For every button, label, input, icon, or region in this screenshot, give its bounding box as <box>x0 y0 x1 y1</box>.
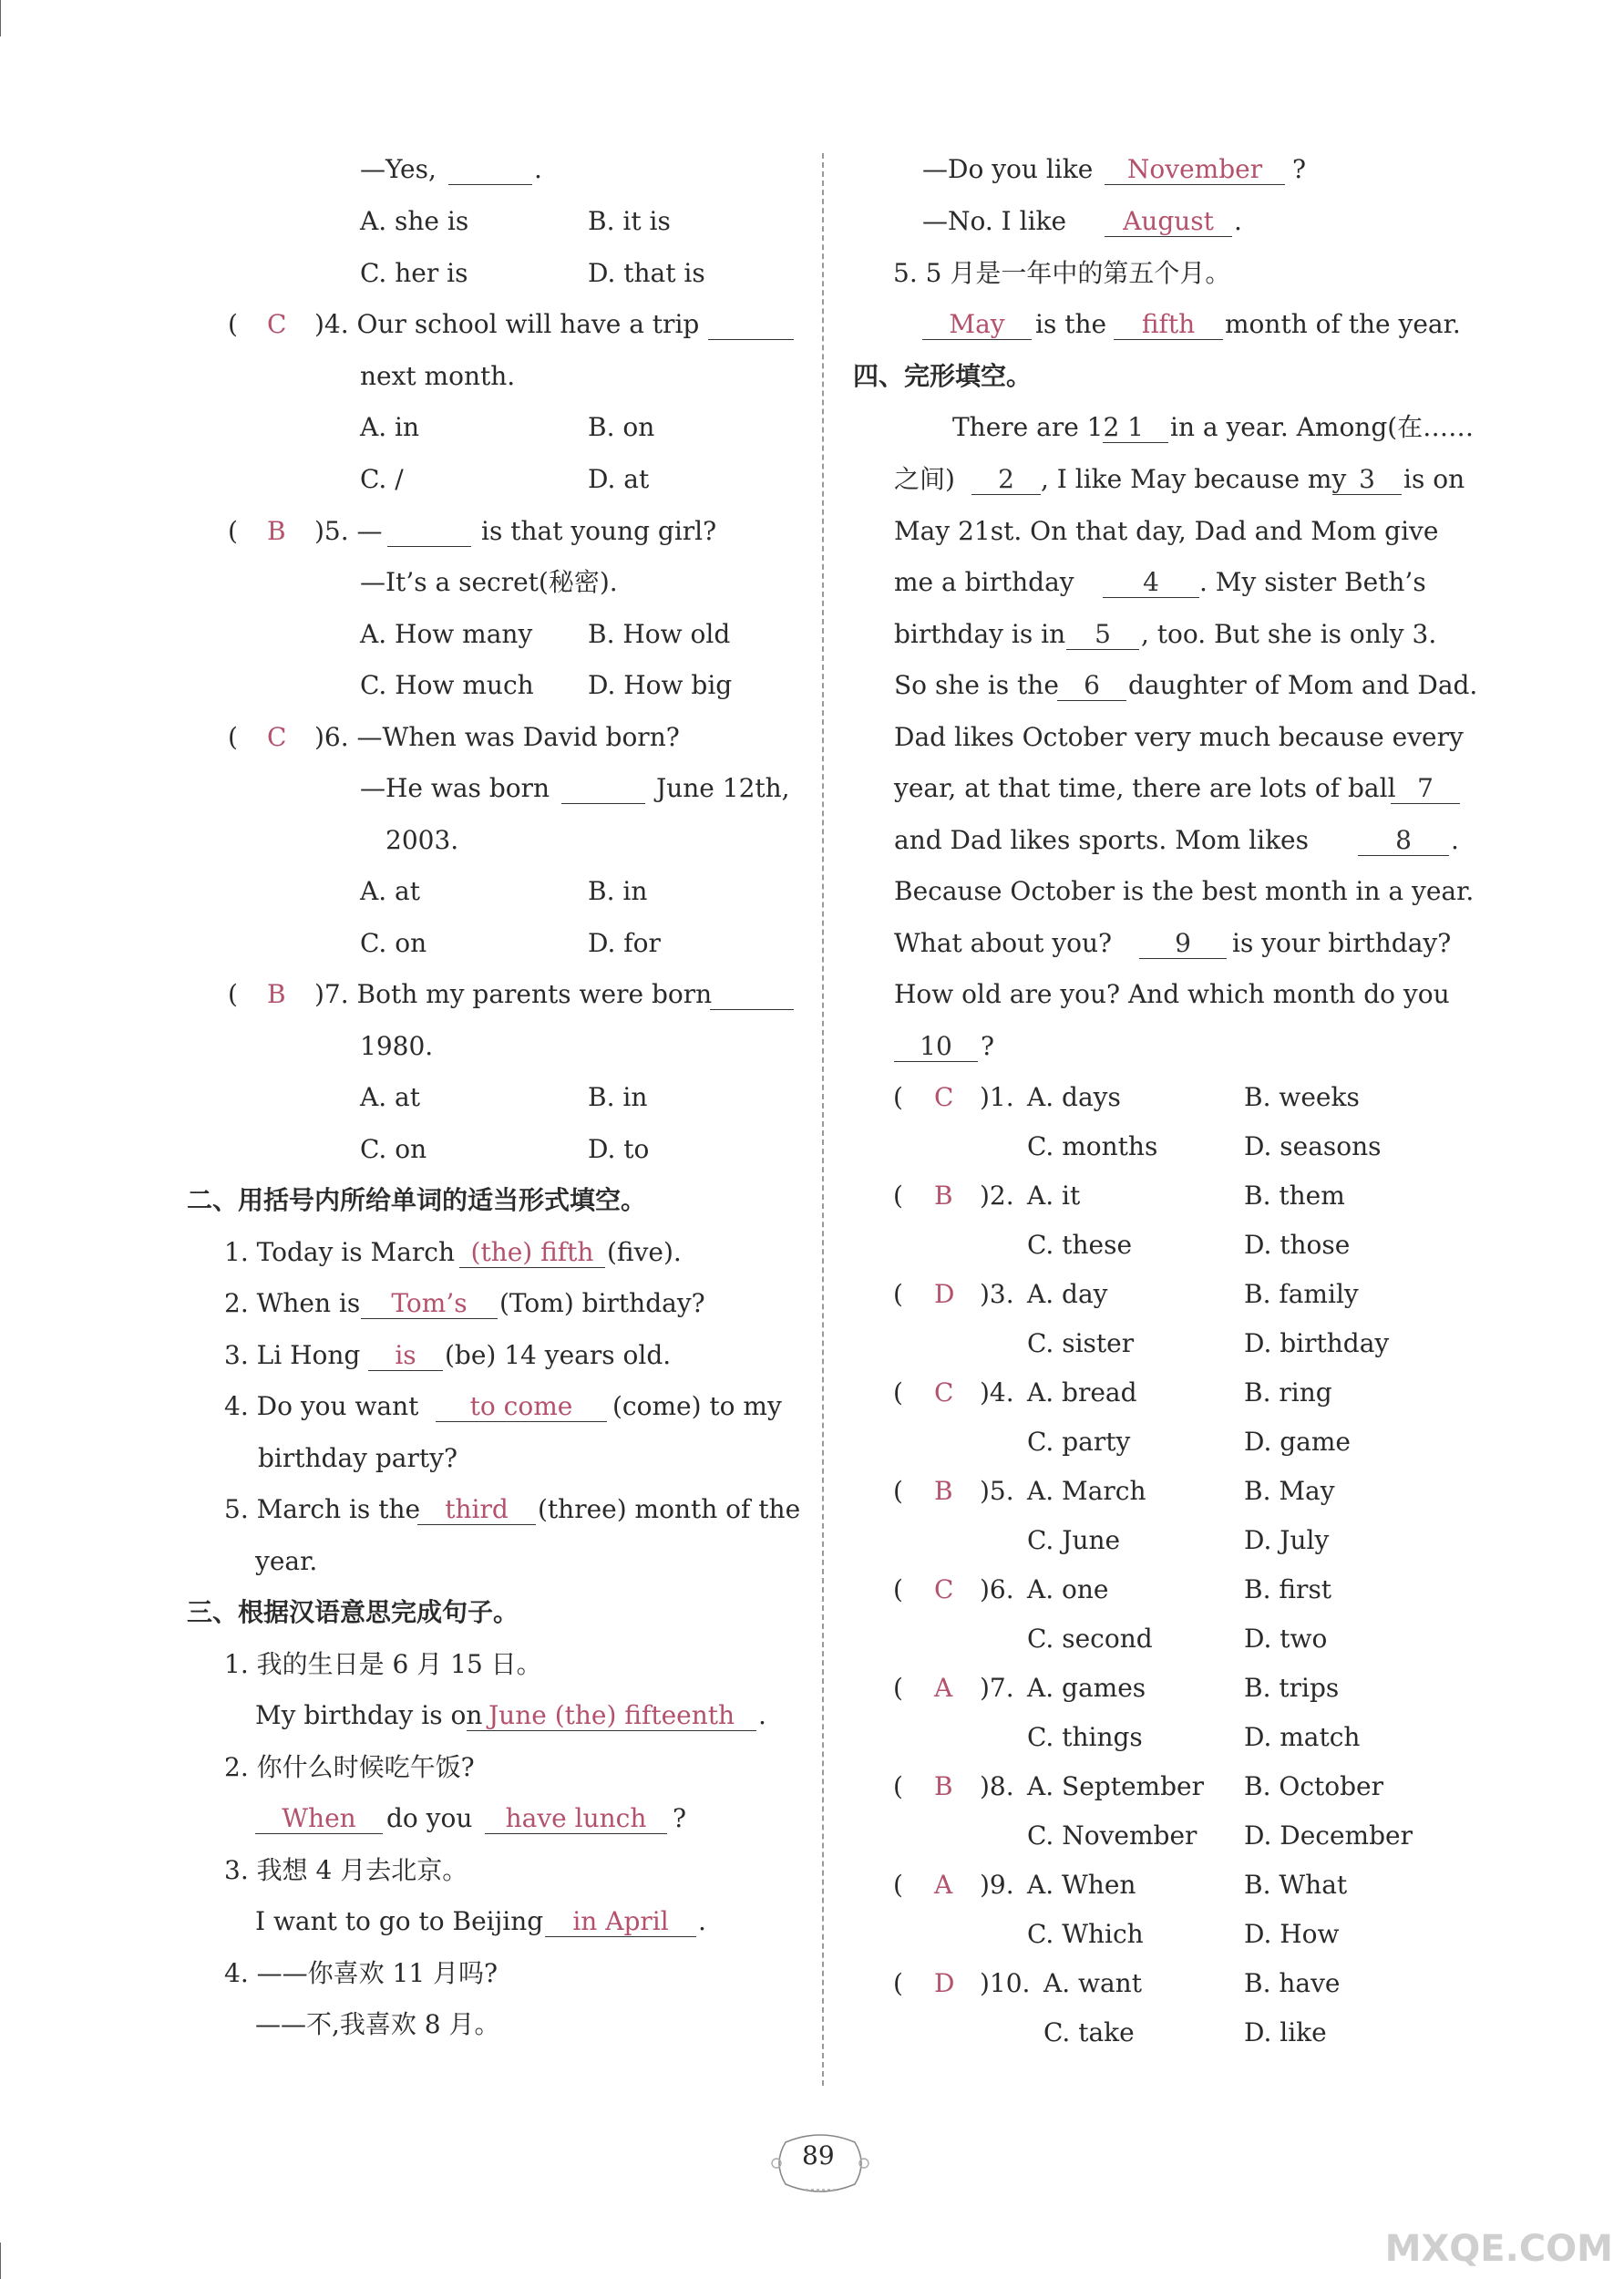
choice-number: )2. <box>980 1181 1014 1211</box>
sentence-text: is the <box>1035 309 1107 339</box>
option: C. on <box>360 1134 427 1164</box>
choice-number: )8. <box>980 1771 1014 1801</box>
passage-text: year, at that time, there are lots of ball <box>894 773 1396 803</box>
answer-letter: B <box>934 1181 953 1211</box>
passage-blank: 4 <box>1103 566 1199 598</box>
option: D. How big <box>588 670 733 700</box>
question-stem: next month. <box>360 361 516 391</box>
option: D. like <box>1244 2017 1327 2047</box>
passage-text: and Dad likes sports. Mom likes <box>894 825 1309 855</box>
blank <box>387 515 471 547</box>
filled-answer: May <box>922 308 1032 340</box>
option: D. to <box>588 1134 650 1164</box>
option: A. day <box>1027 1279 1108 1309</box>
option: D. July <box>1244 1525 1330 1555</box>
answer-letter: D <box>934 1279 955 1309</box>
answer-letter: B <box>934 1771 953 1801</box>
option: D. two <box>1244 1624 1328 1654</box>
item-text: 1. Today is March <box>224 1237 455 1267</box>
sentence-text: —Do you like <box>922 154 1094 184</box>
option: C. Which <box>1027 1919 1144 1949</box>
chinese-prompt: 3. 我想 4 月去北京。 <box>224 1855 468 1885</box>
option: D. at <box>588 464 650 494</box>
filled-answer: Tom’s <box>361 1287 498 1319</box>
paren-open: ( <box>893 1181 903 1211</box>
passage-text: in a year. Among(在…… <box>1170 412 1475 442</box>
paren-open: ( <box>228 979 238 1009</box>
option: A. How many <box>360 619 533 649</box>
passage-text: Dad likes October very much because every <box>894 722 1464 752</box>
option: B. October <box>1244 1771 1384 1801</box>
option: B. weeks <box>1244 1082 1360 1112</box>
paren-open: ( <box>893 1279 903 1309</box>
option: B. in <box>588 1082 648 1112</box>
option: C. sister <box>1027 1328 1135 1358</box>
option: C. on <box>360 928 427 958</box>
option: C. second <box>1027 1624 1153 1654</box>
crop-mark-icon <box>0 2243 36 2279</box>
passage-text: , too. But she is only 3. <box>1141 619 1437 649</box>
paren-open: ( <box>893 1082 903 1112</box>
option: B. trips <box>1244 1673 1340 1703</box>
passage-blank: 9 <box>1139 927 1227 959</box>
crop-mark-icon <box>0 0 36 36</box>
sentence-text: I want to go to Beijing <box>255 1906 544 1936</box>
chinese-prompt: 1. 我的生日是 6 月 15 日。 <box>224 1649 542 1679</box>
passage-text: . My sister Beth’s <box>1199 567 1426 597</box>
passage-text: May 21st. On that day, Dad and Mom give <box>894 516 1439 546</box>
answer-letter: C <box>934 1082 954 1112</box>
answer-letter: C <box>267 309 287 339</box>
filled-answer: fifth <box>1114 308 1223 340</box>
paren-open: ( <box>893 1673 903 1703</box>
option: B. first <box>1244 1574 1332 1604</box>
question-stem: is that young girl? <box>481 516 717 546</box>
option: C. How much <box>360 670 534 700</box>
item-text: (be) 14 years old. <box>445 1340 672 1370</box>
option: A. she is <box>360 206 469 236</box>
passage-blank: 5 <box>1066 618 1139 650</box>
chinese-prompt: 5. 5 月是一年中的第五个月。 <box>893 258 1231 288</box>
passage-text: How old are you? And which month do you <box>894 979 1450 1009</box>
filled-answer: When <box>255 1802 383 1834</box>
passage-text: . <box>1451 825 1459 855</box>
passage-text: daughter of Mom and Dad. <box>1128 670 1478 700</box>
option: B. them <box>1244 1181 1345 1211</box>
passage-text: ? <box>981 1031 995 1061</box>
filled-answer: November <box>1105 153 1285 185</box>
option: A. one <box>1027 1574 1109 1604</box>
option: D. seasons <box>1244 1131 1382 1161</box>
passage-text: So she is the <box>894 670 1059 700</box>
q3-answer-line: —Yes, <box>360 154 437 184</box>
option: B. ring <box>1244 1377 1332 1408</box>
option: D. for <box>588 928 661 958</box>
sentence-text: ? <box>1292 154 1307 184</box>
sentence-text: . <box>1234 206 1242 236</box>
page-number: 89 <box>802 2140 835 2171</box>
choice-number: )1. <box>980 1082 1014 1112</box>
section-title: 三、根据汉语意思完成句子。 <box>187 1597 519 1627</box>
passage-blank: 1 <box>1103 411 1168 443</box>
option: B. it is <box>588 206 671 236</box>
option: B. in <box>588 876 648 906</box>
section-title: 四、完形填空。 <box>853 361 1033 391</box>
passage-text: 之间) <box>894 464 955 494</box>
option: A. When <box>1027 1870 1136 1900</box>
paren-open: ( <box>893 1771 903 1801</box>
paren-open: ( <box>893 1377 903 1408</box>
option: C. party <box>1027 1427 1131 1457</box>
paren-open: ( <box>228 309 238 339</box>
choice-number: )9. <box>980 1870 1014 1900</box>
item-text: (three) month of the <box>538 1494 801 1524</box>
option: D. game <box>1244 1427 1351 1457</box>
paren-open: ( <box>893 1476 903 1506</box>
sentence-text: My birthday is on <box>255 1700 483 1730</box>
option: C. these <box>1027 1230 1133 1260</box>
sentence-text: ? <box>673 1803 687 1833</box>
question-stem: )5. — <box>314 516 383 546</box>
option: D. that is <box>588 258 705 288</box>
option: C. / <box>360 464 404 494</box>
option: C. November <box>1027 1820 1197 1851</box>
blank <box>710 978 794 1010</box>
item-text: (come) to my <box>612 1391 782 1421</box>
option: A. March <box>1027 1476 1146 1506</box>
answer-letter: B <box>267 516 286 546</box>
watermark: MXQE.COM <box>1384 2228 1613 2270</box>
sentence-text: —No. I like <box>922 206 1067 236</box>
question-stem: 1980. <box>360 1031 434 1061</box>
paren-open: ( <box>893 1574 903 1604</box>
question-stem: )6. —When was David born? <box>314 722 680 752</box>
question-line: —He was born <box>360 773 550 803</box>
option: D. those <box>1244 1230 1351 1260</box>
chinese-prompt: 4. ——你喜欢 11 月吗? <box>224 1958 499 1988</box>
option: D. How <box>1244 1919 1340 1949</box>
option: C. months <box>1027 1131 1158 1161</box>
choice-number: )5. <box>980 1476 1014 1506</box>
answer-letter: C <box>934 1377 954 1408</box>
passage-text: Because October is the best month in a year. <box>894 876 1475 906</box>
answer-letter: C <box>934 1574 954 1604</box>
option: B. on <box>588 412 655 442</box>
option: B. What <box>1244 1870 1348 1900</box>
question-stem: )4. Our school will have a trip <box>314 309 700 339</box>
item-text: 2. When is <box>224 1288 361 1318</box>
passage-blank: 10 <box>894 1030 978 1062</box>
option: A. September <box>1027 1771 1204 1801</box>
filled-answer: August <box>1105 205 1232 237</box>
option: A. bread <box>1027 1377 1137 1408</box>
option: D. match <box>1244 1722 1361 1752</box>
item-text: (Tom) birthday? <box>499 1288 705 1318</box>
answer-letter: D <box>934 1968 955 1998</box>
period: . <box>534 154 542 184</box>
item-text: (five). <box>607 1237 682 1267</box>
question-line: 2003. <box>385 825 459 855</box>
filled-answer: in April <box>545 1905 696 1937</box>
passage-blank: 7 <box>1391 772 1460 804</box>
item-text: 3. Li Hong <box>224 1340 361 1370</box>
passage-text: birthday is in <box>894 619 1066 649</box>
option: D. birthday <box>1244 1328 1390 1358</box>
filled-answer: to come <box>436 1390 607 1422</box>
option: A. want <box>1043 1968 1142 1998</box>
passage-text: me a birthday <box>894 567 1074 597</box>
option: C. her is <box>360 258 468 288</box>
question-line: —It’s a secret(秘密). <box>360 567 618 597</box>
chinese-prompt: ——不,我喜欢 8 月。 <box>255 2009 500 2039</box>
answer-letter: C <box>267 722 287 752</box>
sentence-text: . <box>758 1700 766 1730</box>
filled-answer: is <box>368 1339 443 1371</box>
option: C. take <box>1043 2017 1135 2047</box>
option: C. things <box>1027 1722 1143 1752</box>
option: B. family <box>1244 1279 1359 1309</box>
option: A. at <box>360 876 420 906</box>
option: A. at <box>360 1082 420 1112</box>
filled-answer: June (the) fifteenth <box>467 1699 756 1731</box>
passage-blank: 3 <box>1332 463 1402 495</box>
passage-text: , I like May because my <box>1041 464 1347 494</box>
passage-text: is on <box>1403 464 1465 494</box>
item-text: birthday party? <box>258 1443 457 1473</box>
passage-blank: 2 <box>971 463 1041 495</box>
answer-letter: B <box>267 979 286 1009</box>
option: A. it <box>1027 1181 1081 1211</box>
answer-letter: B <box>934 1476 953 1506</box>
column-divider <box>822 153 824 2086</box>
question-stem: )7. Both my parents were born <box>314 979 713 1009</box>
filled-answer: third <box>417 1493 536 1525</box>
option: A. games <box>1027 1673 1146 1703</box>
option: D. December <box>1244 1820 1413 1851</box>
blank <box>448 153 532 185</box>
option: B. How old <box>588 619 731 649</box>
section-title: 二、用括号内所给单词的适当形式填空。 <box>187 1185 647 1215</box>
option: A. days <box>1027 1082 1121 1112</box>
passage-blank: 8 <box>1358 824 1449 856</box>
item-text: 5. March is the <box>224 1494 421 1524</box>
sentence-text: . <box>698 1906 706 1936</box>
passage-text: is your birthday? <box>1232 928 1452 958</box>
choice-number: )4. <box>980 1377 1014 1408</box>
passage-text: There are 12 <box>952 412 1120 442</box>
filled-answer: have lunch <box>485 1802 667 1834</box>
item-text: year. <box>255 1546 318 1576</box>
paren-open: ( <box>228 722 238 752</box>
item-text: 4. Do you want <box>224 1391 419 1421</box>
paren-open: ( <box>228 516 238 546</box>
sentence-text: month of the year. <box>1225 309 1461 339</box>
paren-open: ( <box>893 1870 903 1900</box>
blank <box>561 772 645 804</box>
chinese-prompt: 2. 你什么时候吃午饭? <box>224 1752 475 1782</box>
answer-letter: A <box>934 1870 953 1900</box>
paren-open: ( <box>893 1968 903 1998</box>
choice-number: )6. <box>980 1574 1014 1604</box>
answer-letter: A <box>934 1673 953 1703</box>
option: A. in <box>360 412 420 442</box>
filled-answer: (the) fifth <box>459 1236 605 1268</box>
choice-number: )7. <box>980 1673 1014 1703</box>
passage-blank: 6 <box>1057 669 1126 701</box>
option: C. June <box>1027 1525 1121 1555</box>
sentence-text: do you <box>386 1803 473 1833</box>
question-line: June 12th, <box>656 773 790 803</box>
passage-text: What about you? <box>894 928 1113 958</box>
option: B. have <box>1244 1968 1341 1998</box>
blank <box>708 308 794 340</box>
option: B. May <box>1244 1476 1335 1506</box>
choice-number: )10. <box>980 1968 1031 1998</box>
choice-number: )3. <box>980 1279 1014 1309</box>
